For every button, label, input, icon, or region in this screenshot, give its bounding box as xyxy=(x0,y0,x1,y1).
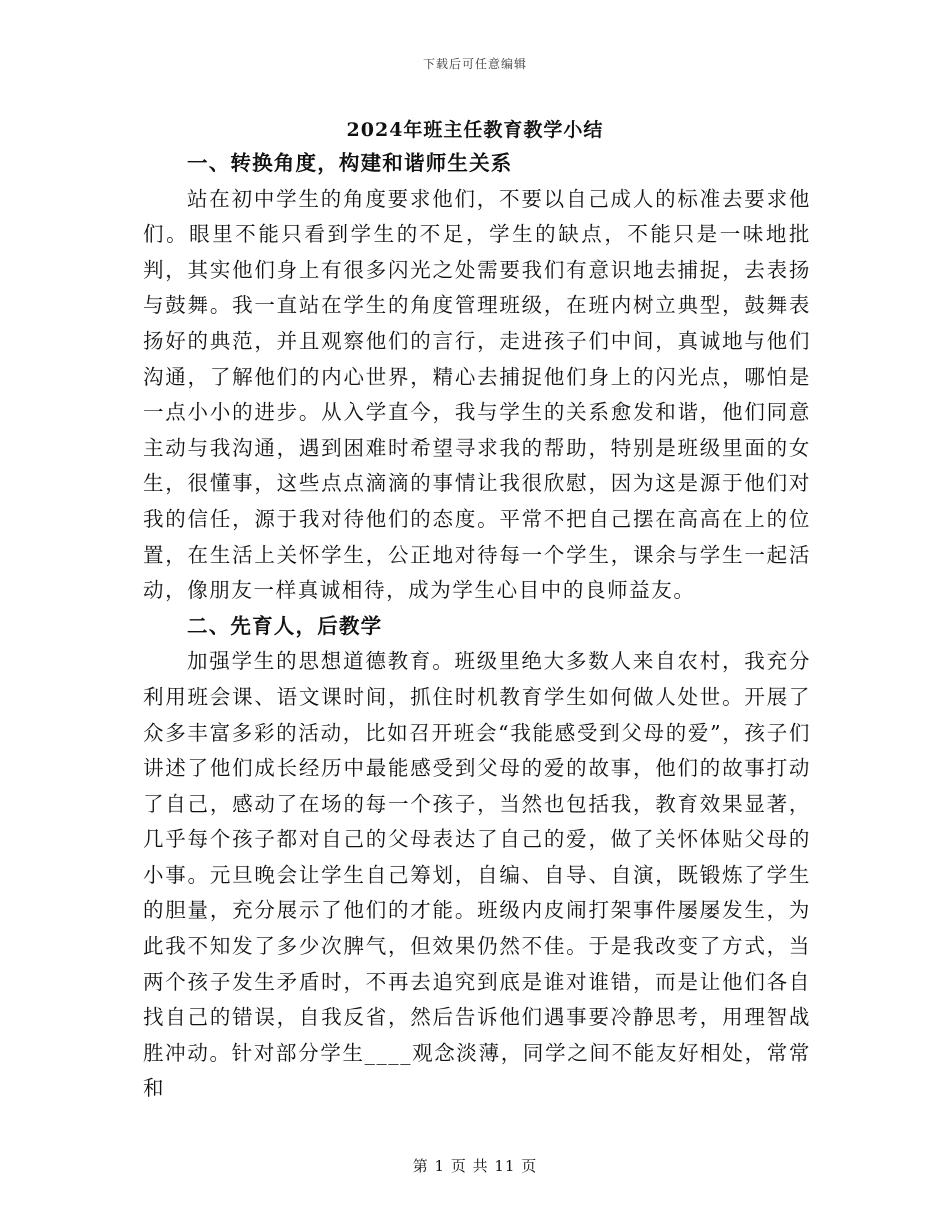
header-note: 下载后可任意编辑 xyxy=(422,57,527,71)
document-body xyxy=(143,146,811,1107)
section-paragraph: 站在初中学生的角度要求他们，不要以自己成人的标准去要求他们。眼里不能只看到学生的不足，学生的缺点，不能只是一味地批判，其实他们身上有很多闪光之处需要我们有意识地去捕捉，去表扬与鼓舞。我一直站在学生的角度管理班级，在班内树立典型，鼓舞表扬好的典范，并且观察他们的言行，走进孩子们中间，真诚地与他们沟通，了解他们的内心世界，精心去捕捉他们身上的闪光点，哪怕是一点小小的进步。从入学直今，我与学生的关系愈发和谐，他们同意主动与我沟通，遇到困难时希望寻求我的帮助，特别是班级里面的女生，很懂事，这些点点滴滴的事情让我很欣慰，因为这是源于他们对我的信任，源于我对待他们的态度。平常不把自己摆在高高在上的位置，在生活上关怀学生，公正地对待每一个学生，课余与学生一起活动，像朋友一样真诚相待，成为学生心目中的良师益友。 xyxy=(143,186,811,603)
document-title: 2024年班主任教育教学小结 xyxy=(346,119,604,141)
section-heading: 二、先育人，后教学 xyxy=(187,613,383,638)
page-footer: 第 1 页 共 11 页 xyxy=(412,1157,538,1175)
section-heading: 一、转换角度，构建和谐师生关系 xyxy=(187,151,513,175)
section-paragraph: 加强学生的思想道德教育。班级里绝大多数人来自农村，我充分利用班会课、语文课时间，抓住时机教育学生如何做人处世。开展了众多丰富多彩的活动，比如召开班会“我能感受到父母的爱”，孩子们讲述了他们成长经历中最能感受到父母的爱的故事，他们的故事打动了自己，感动了在场的每一个孩子，当然也包括我，教育效果显著，几乎每个孩子都对自己的父母表达了自己的爱，做了关怀体贴父母的小事。元旦晚会让学生自己筹划，自编、自导、自演，既锻炼了学生的胆量，充分展示了他们的才能。班级内皮闹打架事件屡屡发生，为此我不知发了多少次脾气，但效果仍然不佳。于是我改变了方式，当两个孩子发生矛盾时，不再去追究到底是谁对谁错，而是让他们各自找自己的错误，自我反省，然后告诉他们遇事要冷静思考，用理智战胜冲动。针对部分学生____观念淡薄，同学之间不能友好相处，常常和 xyxy=(143,649,811,1101)
